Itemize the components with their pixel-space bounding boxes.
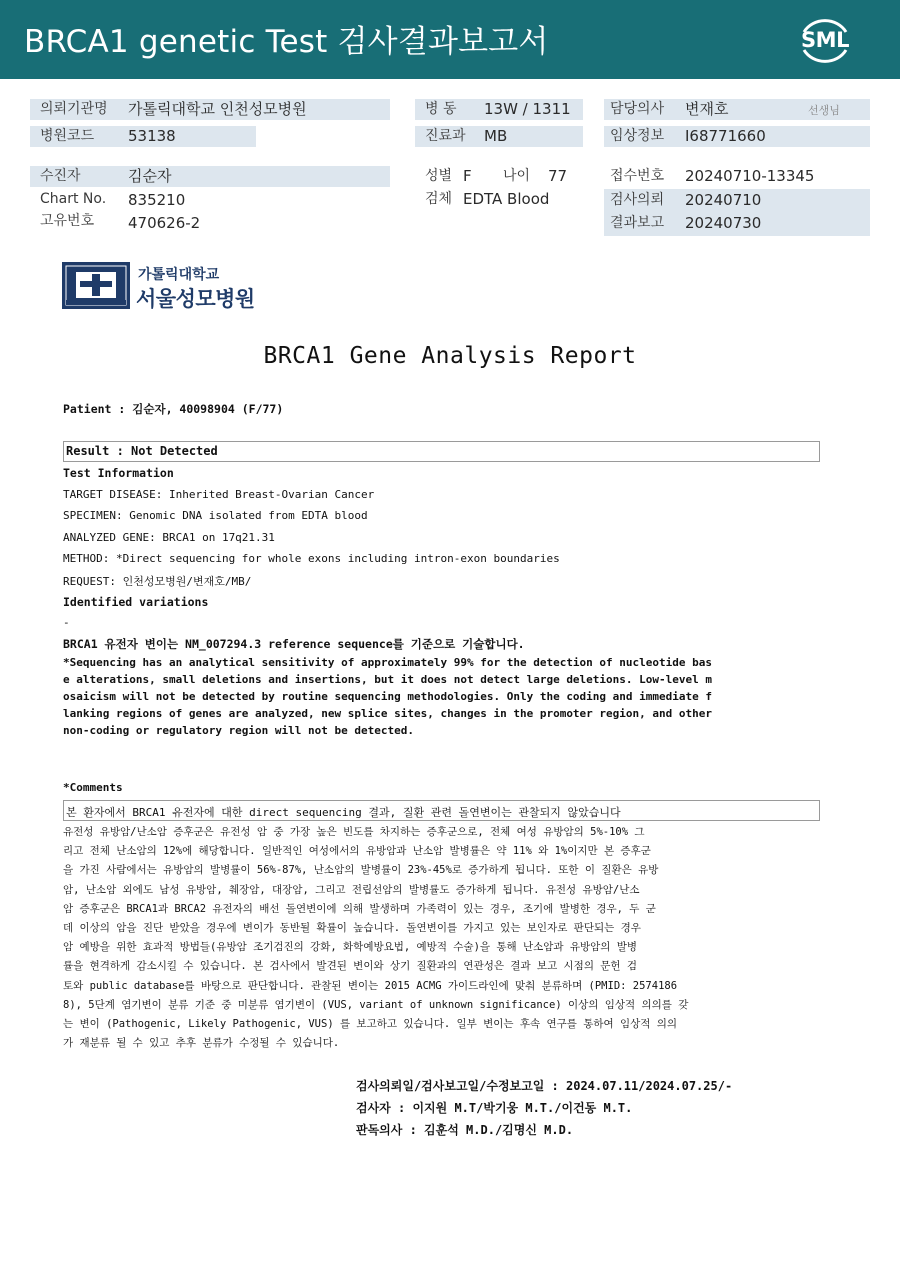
comment-line: 률을 현격하게 감소시킬 수 있습니다. 본 검사에서 발견된 변이와 상기 질환과의 연관성은 결과 보고 시점의 문헌 검 [63, 960, 638, 973]
examiner-line: 검사자 : 이지원 M.T/박기웅 M.T./이건동 M.T. [356, 1101, 633, 1115]
reader-line: 판독의사 : 김훈석 M.D./김명신 M.D. [356, 1123, 574, 1137]
test-info-heading: Test Information [63, 466, 174, 480]
dept-value: MB [484, 127, 508, 145]
sensitivity-line: e alterations, small deletions and insertions, but it does not detect large deletions. Low-level m [63, 673, 713, 686]
patient-value: 김순자 [128, 167, 172, 185]
clinical-label: 임상정보 [610, 128, 665, 144]
age-label: 나이 [503, 168, 531, 184]
request-line: REQUEST: 인천성모병원/변재호/MB/ [63, 575, 252, 588]
sml-logo [796, 12, 854, 68]
comment-line: 을 가진 사람에서는 유방암의 발병률이 56%-87%, 난소암의 발병률이 23%-45%로 증가하게 됩니다. 또한 이 질환은 유방 [63, 864, 659, 877]
comment-line: 리고 전체 난소암의 12%에 해당합니다. 일반적인 여성에서의 유방암과 난소암 발병률은 약 11% 와 1%이지만 본 증후군 [63, 845, 651, 858]
report-date-label: 결과보고 [610, 215, 665, 231]
variations-heading: Identified variations [63, 595, 209, 609]
patient-label: 수진자 [40, 168, 81, 184]
comment-line: 데 이상의 암을 진단 받았을 경우에 변이가 동반될 확률이 높습니다. 돌연변이를 가지고 있는 보인자로 판단되는 경우 [63, 922, 641, 935]
sml-logo-text: SML [801, 28, 849, 52]
clinical-value: I68771660 [685, 127, 766, 145]
comment-line: 8), 5단계 염기변이 분류 기준 중 미분류 염기변이 (VUS, variant of unknown significance) 이상의 임상적 의의를 갖 [63, 998, 689, 1011]
variations-value: - [63, 616, 70, 629]
result-text: Result : Not Detected [66, 444, 218, 458]
unique-label: 고유번호 [40, 213, 95, 229]
comment-line: 유전성 유방암/난소암 증후군은 유전성 암 중 가장 높은 빈도를 차지하는 증후군으로, 전체 여성 유방암의 5%-10% 그 [63, 826, 645, 838]
report-title: BRCA1 Gene Analysis Report [263, 343, 637, 369]
analyzed-gene: ANALYZED GENE: BRCA1 on 17q21.31 [63, 531, 275, 544]
specimen-value: EDTA Blood [463, 190, 550, 208]
report-header-title: BRCA1 genetic Test 검사결과보고서 [24, 24, 549, 60]
request-date-label: 검사의뢰 [610, 192, 665, 208]
age-value: 77 [548, 167, 568, 185]
result-box [63, 441, 820, 462]
hospital-name-line2: 서울성모병원 [136, 287, 255, 311]
comment-paragraph [63, 823, 823, 1053]
comment-line: 암 예방을 위한 효과적 방법들(유방암 조기검진의 강화, 화학예방요법, 예방적 수술)을 통해 난소암과 유방암의 발병 [63, 941, 638, 954]
institution-label: 의뢰기관명 [40, 101, 108, 117]
sensitivity-paragraph [63, 654, 823, 739]
receipt-value: 20240710-13345 [685, 167, 815, 185]
dates-line: 검사의뢰일/검사보고일/수정보고일 : 2024.07.11/2024.07.25/- [356, 1079, 733, 1093]
target-disease: TARGET DISEASE: Inherited Breast-Ovarian Cancer [63, 488, 375, 501]
chart-label: Chart No. [40, 191, 107, 207]
hospital-code-label: 병원코드 [40, 128, 95, 144]
patient-row-bg [30, 166, 390, 187]
doctor-value: 변재호 [685, 100, 729, 118]
comment-line: 가 재분류 될 수 있고 추후 분류가 수정될 수 있습니다. [63, 1037, 340, 1050]
sex-value: F [463, 167, 472, 185]
hospital-emblem-icon [62, 262, 130, 309]
comment-line: 는 변이 (Pathogenic, Likely Pathogenic, VUS) 를 보고하고 있습니다. 일부 변이는 후속 연구를 통하여 임상적 의의 [63, 1018, 678, 1031]
sensitivity-line: *Sequencing has an analytical sensitivity of approximately 99% for the detection of nucleotide bas [63, 656, 713, 669]
comment-summary-box [63, 800, 820, 821]
chart-value: 835210 [128, 191, 186, 209]
ward-label: 병 동 [425, 101, 457, 117]
hospital-code-value: 53138 [128, 127, 176, 145]
ward-value: 13W / 1311 [484, 100, 571, 118]
dept-label: 진료과 [425, 128, 466, 144]
comment-line: 암, 난소암 외에도 남성 유방암, 췌장암, 대장암, 그리고 전립선암의 발병률도 증가하게 됩니다. 유전성 유방암/난소 [63, 883, 640, 896]
comment-summary: 본 환자에서 BRCA1 유전자에 대한 direct sequencing 결과, 질환 관련 돌연변이는 관찰되지 않았습니다 [66, 806, 621, 819]
patient-line: Patient : 김순자, 40098904 (F/77) [63, 402, 284, 416]
doctor-suffix: 선생님 [808, 104, 840, 117]
comment-line: 토와 public database를 바탕으로 판단합니다. 관찰된 변이는 2015 ACMG 가이드라인에 맞춰 분류하며 (PMID: 2574186 [63, 979, 678, 992]
report-date-value: 20240730 [685, 214, 762, 232]
comments-heading: *Comments [63, 781, 123, 794]
sex-label: 성별 [425, 168, 453, 184]
unique-value: 470626-2 [128, 214, 201, 232]
specimen-label: 검체 [425, 191, 453, 207]
hospital-name-line1: 가톨릭대학교 [138, 267, 220, 283]
sensitivity-line: lanking regions of genes are analyzed, new splice sites, changes in the promoter region, and other [63, 707, 713, 720]
request-date-value: 20240710 [685, 191, 762, 209]
method-line: METHOD: *Direct sequencing for whole exons including intron-exon boundaries [63, 552, 560, 565]
sensitivity-line: osaicism will not be detected by routine sequencing methodologies. Only the coding and immediate f [63, 690, 713, 703]
doctor-label: 담당의사 [610, 101, 665, 117]
receipt-label: 접수번호 [610, 168, 665, 184]
specimen-line: SPECIMEN: Genomic DNA isolated from EDTA blood [63, 509, 368, 522]
reference-note: BRCA1 유전자 변이는 NM_007294.3 reference sequence를 기준으로 기술합니다. [63, 637, 525, 651]
report-header-bar [0, 0, 900, 79]
sensitivity-line: non-coding or regulatory region will not be detected. [63, 724, 414, 737]
comment-line: 암 증후군은 BRCA1과 BRCA2 유전자의 배선 돌연변이에 의해 발생하며 가족력이 있는 경우, 조기에 발병한 경우, 두 군 [63, 902, 656, 915]
institution-value: 가톨릭대학교 인천성모병원 [128, 100, 307, 118]
